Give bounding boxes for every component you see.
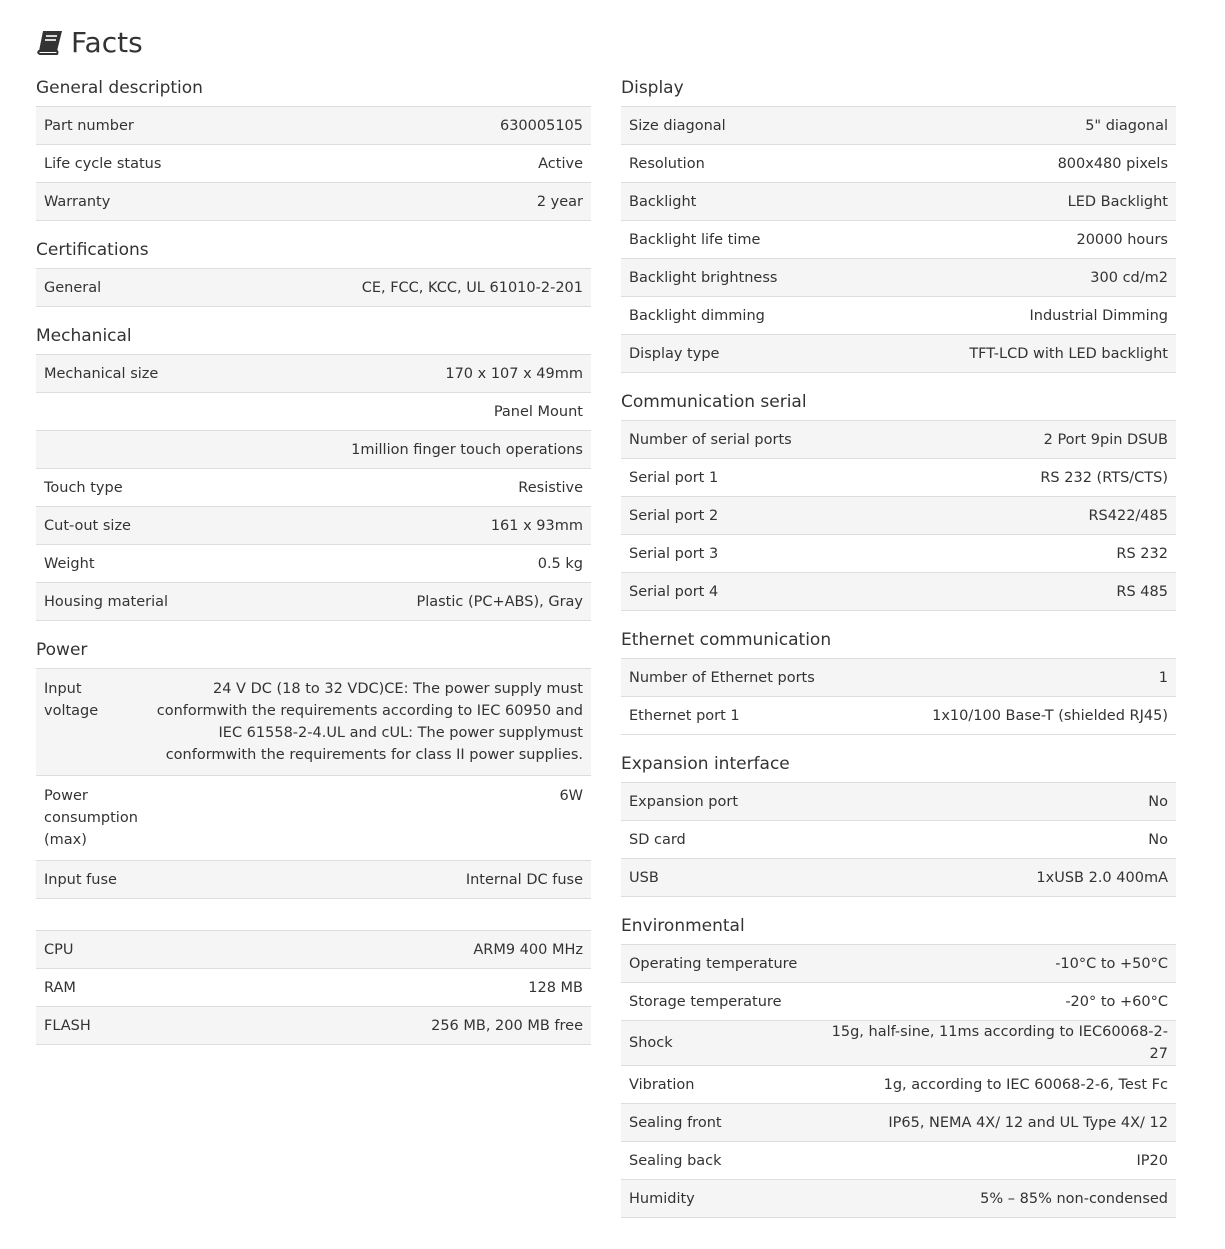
section-title: Environmental xyxy=(621,916,745,936)
row-label: FLASH xyxy=(44,1017,91,1034)
row-value: IP65, NEMA 4X/ 12 and UL Type 4X/ 12 xyxy=(888,1114,1168,1131)
section-spacer xyxy=(621,897,1176,908)
row-label: Mechanical size xyxy=(44,365,159,382)
row-label: Expansion port xyxy=(629,793,738,810)
row-value: 630005105 xyxy=(499,117,583,134)
row-value: Panel Mount xyxy=(493,403,583,420)
row-value: Active xyxy=(538,155,583,172)
table-row xyxy=(36,669,591,776)
table-row xyxy=(36,469,591,507)
table-row xyxy=(36,355,591,393)
table-row xyxy=(36,545,591,583)
row-label: Sealing front xyxy=(629,1114,722,1131)
row-label: Part number xyxy=(44,117,134,134)
section-spacer xyxy=(621,1218,1176,1229)
row-value: 2 year xyxy=(536,193,583,210)
section-title xyxy=(36,910,591,930)
row-label: Cut-out size xyxy=(44,517,131,534)
row-value: IP20 xyxy=(1136,1152,1168,1169)
table-row xyxy=(36,931,591,969)
row-label: Power consumption (max) xyxy=(44,788,138,848)
facts-table xyxy=(36,106,591,221)
row-label: SD card xyxy=(629,831,686,848)
page-title-text: Facts xyxy=(71,25,143,59)
row-value: 5% – 85% non-condensed xyxy=(980,1190,1168,1207)
section-title: Ethernet communication xyxy=(621,630,832,650)
row-value: 1x10/100 Base-T (shielded RJ45) xyxy=(932,707,1168,724)
section-spacer xyxy=(36,221,591,232)
row-label: Warranty xyxy=(44,193,111,210)
row-label: Resolution xyxy=(629,155,705,172)
row-value: 800x480 pixels xyxy=(1057,155,1168,172)
row-label: Shock xyxy=(629,1035,673,1051)
row-label: General xyxy=(44,279,102,296)
row-value: RS 232 (RTS/CTS) xyxy=(1040,469,1168,486)
row-value: Plastic (PC+ABS), Gray xyxy=(416,593,583,610)
table-row xyxy=(36,269,591,307)
row-label: Backlight brightness xyxy=(629,269,778,286)
row-value: 1million finger touch operations xyxy=(351,441,583,458)
row-label: Number of Ethernet ports xyxy=(629,669,815,686)
row-value: 2 Port 9pin DSUB xyxy=(1043,431,1168,448)
table-row xyxy=(621,335,1176,373)
row-value: Internal DC fuse xyxy=(465,871,583,888)
section-spacer xyxy=(621,373,1176,384)
row-value: TFT-LCD with LED backlight xyxy=(969,345,1168,362)
facts-left-column xyxy=(36,70,591,1056)
row-value: LED Backlight xyxy=(1067,193,1168,210)
row-label: Input fuse xyxy=(44,871,117,888)
row-value: 15g, half-sine, 11ms according to IEC60068-2-27 xyxy=(831,1024,1168,1062)
table-row xyxy=(36,145,591,183)
row-label: Humidity xyxy=(629,1190,695,1207)
row-label: Vibration xyxy=(629,1076,695,1093)
row-label: USB xyxy=(629,869,659,886)
facts-right-column xyxy=(621,70,1176,1229)
facts-table xyxy=(36,354,591,621)
table-row xyxy=(621,783,1176,821)
row-label: Ethernet port 1 xyxy=(629,707,740,724)
table-row xyxy=(36,393,591,431)
section-spacer xyxy=(621,611,1176,622)
facts-table xyxy=(621,658,1176,735)
row-value: 1g, according to IEC 60068-2-6, Test Fc xyxy=(883,1076,1168,1093)
section-title: Display xyxy=(621,78,684,98)
row-label: Input voltage xyxy=(44,681,99,719)
row-value: 1xUSB 2.0 400mA xyxy=(1036,869,1168,886)
section-spacer xyxy=(36,899,591,910)
row-label: CPU xyxy=(44,941,74,958)
row-value: CE, FCC, KCC, UL 61010-2-201 xyxy=(361,279,583,296)
table-row xyxy=(621,183,1176,221)
row-value: 24 V DC (18 to 32 VDC)CE: The power supply must conformwith the requirements according to IEC 60950 and IEC 61558-2-4.UL and cUL: The power supplymust conformwith the requirements for class II power supplies. xyxy=(156,681,583,763)
table-row xyxy=(36,861,591,899)
table-row xyxy=(621,459,1176,497)
row-value: 20000 hours xyxy=(1076,231,1168,248)
table-row xyxy=(36,431,591,469)
table-row xyxy=(621,535,1176,573)
row-value: No xyxy=(1148,831,1168,848)
facts-table xyxy=(621,944,1176,1218)
row-label: Serial port 2 xyxy=(629,507,719,524)
table-row xyxy=(36,507,591,545)
table-row xyxy=(36,183,591,221)
row-value: 0.5 kg xyxy=(537,555,583,572)
table-row xyxy=(621,659,1176,697)
table-row xyxy=(621,697,1176,735)
row-label: Backlight life time xyxy=(629,231,761,248)
row-value: Industrial Dimming xyxy=(1029,307,1168,324)
book-icon xyxy=(36,28,64,56)
row-value: 256 MB, 200 MB free xyxy=(431,1017,583,1034)
section-title: Expansion interface xyxy=(621,754,790,774)
row-label: Weight xyxy=(44,555,95,572)
facts-table xyxy=(621,420,1176,611)
table-row xyxy=(621,297,1176,335)
row-label: Life cycle status xyxy=(44,155,162,172)
section-title: Certifications xyxy=(36,240,149,260)
table-row xyxy=(621,1066,1176,1104)
row-value: -10°C to +50°C xyxy=(1055,955,1168,972)
row-label: Size diagonal xyxy=(629,117,726,134)
row-label: Backlight xyxy=(629,193,697,210)
row-label: Number of serial ports xyxy=(629,431,792,448)
section-spacer xyxy=(621,735,1176,746)
table-row xyxy=(36,969,591,1007)
table-row xyxy=(621,1180,1176,1218)
section-title: General description xyxy=(36,78,203,98)
row-label xyxy=(36,393,236,431)
row-value: Resistive xyxy=(518,479,583,496)
row-label: Serial port 1 xyxy=(629,469,719,486)
facts-table xyxy=(36,268,591,307)
section-title: Mechanical xyxy=(36,326,132,346)
facts-table xyxy=(36,930,591,1045)
row-value: -20° to +60°C xyxy=(1065,993,1168,1010)
facts-table xyxy=(621,106,1176,373)
row-value: 170 x 107 x 49mm xyxy=(445,365,583,382)
table-row xyxy=(621,259,1176,297)
row-value: No xyxy=(1148,793,1168,810)
row-value: RS 232 xyxy=(1116,545,1168,562)
row-value: 161 x 93mm xyxy=(490,517,583,534)
table-row xyxy=(36,583,591,621)
row-value: 5" diagonal xyxy=(1085,117,1168,134)
table-row xyxy=(621,983,1176,1021)
row-label: Storage temperature xyxy=(629,993,782,1010)
row-value: 6W xyxy=(559,788,583,804)
row-value: RS422/485 xyxy=(1088,507,1168,524)
row-value: 300 cd/m2 xyxy=(1090,269,1168,286)
page-title xyxy=(36,22,143,62)
table-row xyxy=(621,107,1176,145)
table-row xyxy=(621,421,1176,459)
table-row xyxy=(621,497,1176,535)
section-spacer xyxy=(36,621,591,632)
table-row xyxy=(36,1007,591,1045)
table-row xyxy=(36,107,591,145)
section-spacer xyxy=(36,307,591,318)
facts-table xyxy=(36,668,591,899)
facts-table xyxy=(621,782,1176,897)
section-spacer xyxy=(36,1045,591,1056)
row-label: RAM xyxy=(44,979,76,996)
table-row xyxy=(621,573,1176,611)
row-label: Sealing back xyxy=(629,1152,722,1169)
table-row xyxy=(621,1142,1176,1180)
row-label: Touch type xyxy=(44,479,123,496)
row-label: Display type xyxy=(629,345,720,362)
section-title: Communication serial xyxy=(621,392,807,412)
row-label: Operating temperature xyxy=(629,955,798,972)
row-label: Serial port 4 xyxy=(629,583,719,600)
table-row xyxy=(621,221,1176,259)
table-row xyxy=(621,945,1176,983)
row-value: 1 xyxy=(1158,669,1168,686)
row-value: 128 MB xyxy=(528,979,583,996)
section-title: Power xyxy=(36,640,88,660)
row-label: Housing material xyxy=(44,593,169,610)
row-label xyxy=(36,431,236,469)
row-value: ARM9 400 MHz xyxy=(473,941,583,958)
table-row xyxy=(36,776,591,861)
table-row xyxy=(621,821,1176,859)
row-label: Serial port 3 xyxy=(629,545,719,562)
row-label: Backlight dimming xyxy=(629,307,765,324)
table-row xyxy=(621,859,1176,897)
table-row xyxy=(621,1104,1176,1142)
row-value: RS 485 xyxy=(1116,583,1168,600)
table-row xyxy=(621,1021,1176,1066)
table-row xyxy=(621,145,1176,183)
